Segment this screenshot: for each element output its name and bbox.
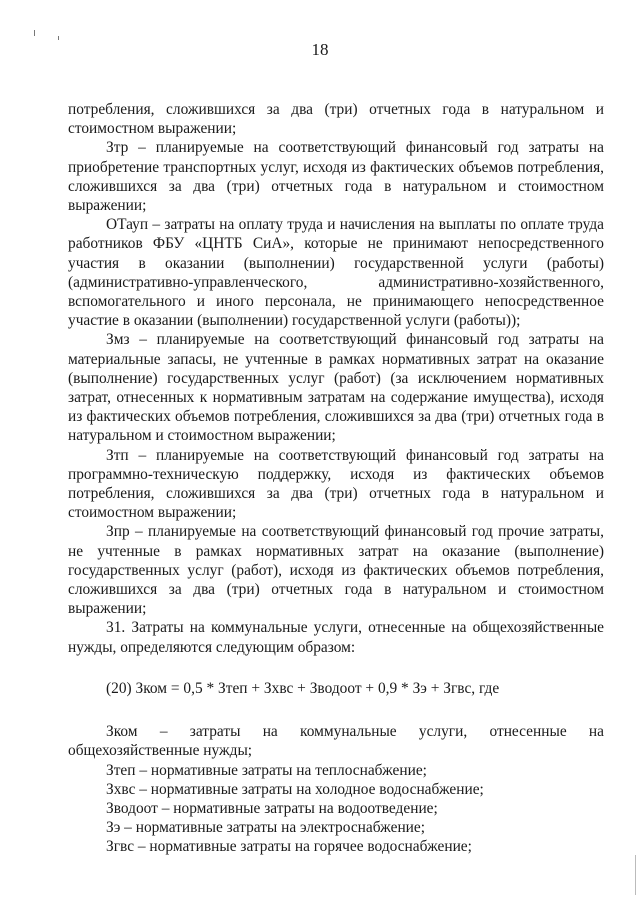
scan-artifact bbox=[635, 855, 636, 895]
paragraph: Змз – планируемые на соответствующий финансовый год затраты на материальные запасы, не учтенные в рамках нормативных затрат на оказание (выполнение) государственных услуг (работ) (за исключением нормативных затрат, отнесенных к нормативным затратам на содержание имущества), исходя из фактических объемов потребления, сложившихся за два (три) отчетных года в натуральном и стоимостном выражении; bbox=[68, 331, 604, 445]
term-item: Зхвс – нормативные затраты на холодное водоснабжение; bbox=[106, 780, 484, 798]
definition: Зком – затраты на коммунальные услуги, отнесенные на общехозяйственные нужды; bbox=[68, 723, 604, 760]
term-item: Зэ – нормативные затраты на электроснабжение; bbox=[106, 819, 426, 837]
scan-artifact bbox=[34, 30, 35, 36]
document-body bbox=[68, 100, 604, 857]
term-item: Зводоот – нормативные затраты на водоотведение; bbox=[106, 799, 438, 817]
term-item: Зтеп – нормативные затраты на теплоснабжение; bbox=[106, 761, 427, 779]
paragraph: 31. Затраты на коммунальные услуги, отнесенные на общехозяйственные нужды, определяются следующим образом: bbox=[68, 619, 604, 656]
paragraph: Зтп – планируемые на соответствующий финансовый год затраты на программно-техническую поддержку, исходя из фактических объемов потребления, сложившихся за два (три) отчетных года в натуральном и стоимостном выражении; bbox=[68, 446, 604, 522]
page-number: 18 bbox=[311, 40, 329, 59]
paragraph: потребления, сложившихся за два (три) отчетных года в натуральном и стоимостном выражении; bbox=[68, 101, 604, 138]
paragraph: ОТауп – затраты на оплату труда и начисления на выплаты по оплате труда работников ФБУ «ЦНТБ СиА», которые не принимают непосредственного участия в оказании (выполнении) государственной услуги (работы) (административно-управленческого, административно-хозяйственного, вспомогательного и иного персонала, не принимающего непосредственное участие в оказании (выполнении) государственной услуги (работы)); bbox=[68, 216, 604, 330]
term-item: Згвс – нормативные затраты на горячее водоснабжение; bbox=[106, 838, 472, 856]
paragraph: Зтр – планируемые на соответствующий финансовый год затраты на приобретение транспортных услуг, исходя из фактических объемов потребления, сложившихся за два (три) отчетных года в натуральном и стоимостном выражении; bbox=[68, 139, 604, 215]
paragraph: Зпр – планируемые на соответствующий финансовый год прочие затраты, не учтенные в рамках нормативных затрат на оказание (выполнение) государственных услуг (работ), исходя из фактических объемов потребления, сложившихся за два (три) отчетных года в натуральном и стоимостном выражении; bbox=[68, 523, 604, 618]
formula: (20) Зком = 0,5 * Зтеп + Зхвс + Зводоот + 0,9 * Зэ + Згвс, где bbox=[106, 679, 500, 697]
